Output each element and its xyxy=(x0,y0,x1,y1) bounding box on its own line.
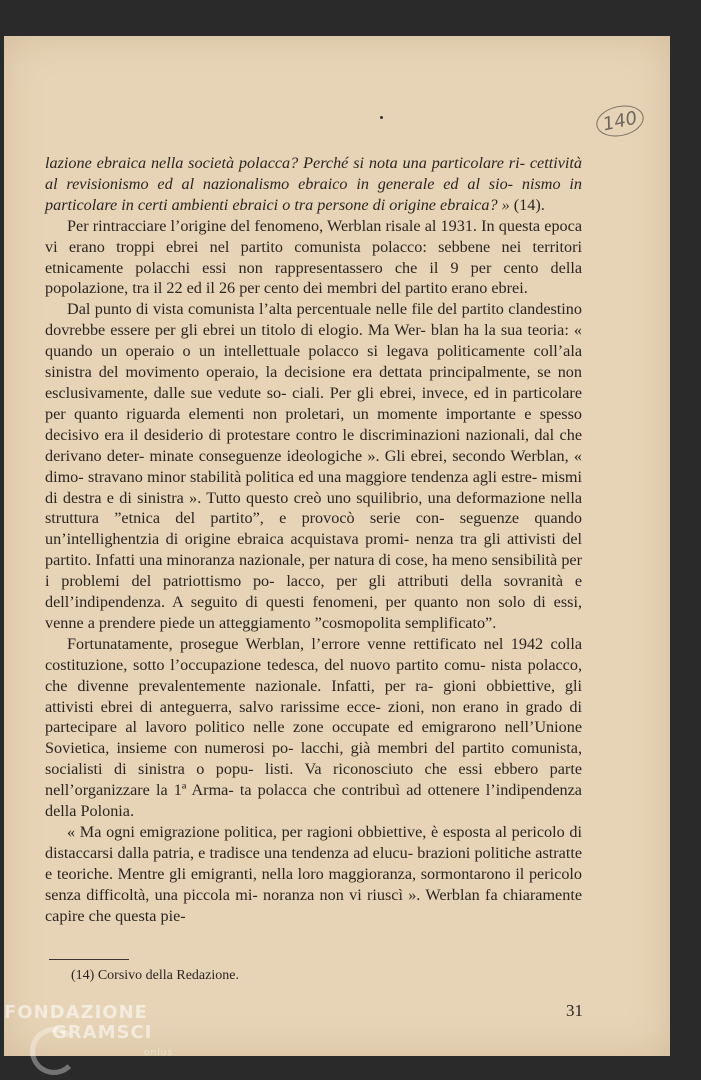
text-line: lacchi, già membri del partito comunista, socialisti di sinistra o popu- xyxy=(45,739,583,779)
text-line: occupate ed emigrarono nell’Unione Sovietica, insieme con numerosi po- xyxy=(45,718,582,758)
text-line: lazione ebraica nella società polacca? Perché si nota una particolare ri- xyxy=(45,154,525,172)
text-line: « Ma ogni emigrazione politica, per ragioni obbiettive, è esposta xyxy=(67,823,491,841)
paragraph xyxy=(45,153,582,216)
text-line: ciali. Per gli ebrei, invece, ed in particolare per quanto riguarda elementi xyxy=(45,383,583,423)
paragraph xyxy=(45,299,582,634)
text-line: Per rintracciare l’origine del fenomeno, Werblan risale al 1931. xyxy=(67,216,477,235)
ink-dot xyxy=(380,116,383,119)
text-line: cettività al revisionismo ed al nazionalismo ebraico in generale ed al sio- xyxy=(45,154,582,193)
text-line: sebbene nei territori etnicamente polacchi essi non rappresentassero che xyxy=(45,237,582,277)
text-line: non proletari, un momente importante e spesso decisivo era il desiderio xyxy=(45,404,582,444)
text-line: maggioranza, sormontarono il pericolo senza difficoltà, una piccola mi- xyxy=(45,864,583,904)
text-line: clandestino dovrebbe essere per gli ebrei un titolo di elogio. Ma Wer- xyxy=(45,300,582,340)
document-page xyxy=(4,36,670,1056)
text-line: In questa epoca vi erano troppi ebrei nel partito comunista polacco: xyxy=(45,216,583,256)
footnote-divider xyxy=(49,959,129,960)
archive-number-mark: 140 xyxy=(593,101,646,140)
text-line: di questi fenomeni, per quanto non solo di essi, venne a prendere piede xyxy=(45,593,582,632)
text-line: ebraica? » (14). xyxy=(440,195,545,214)
text-line: deformazione nella struttura ”etnica del partito”, e provocò serie con- xyxy=(45,488,583,528)
text-line: colla costituzione, sotto l’occupazione tedesca, del nuovo partito comu- xyxy=(45,634,583,674)
text-line: natura di cose, ha meno sensibilità per i problemi del patriottismo po- xyxy=(45,551,582,591)
text-line: gioni obbiettive, gli attivisti ebrei di anteguerra, salvo rarissime ecce- xyxy=(45,676,582,716)
page-number: 31 xyxy=(566,1001,583,1020)
text-line: un atteggiamento ”cosmopolita semplificato”. xyxy=(198,613,497,632)
text-line: brazioni politiche astratte e teoriche. Mentre gli emigranti, nella loro xyxy=(45,843,582,883)
watermark-line-2: GRAMSCI xyxy=(52,1022,153,1043)
text-line: legava politicamente coll’ala sinistra del movimento operaio, la decisione xyxy=(45,342,583,382)
text-line: minate conseguenze ideologiche ». Gli ebrei, secondo Werblan, « dimo- xyxy=(45,446,582,486)
text-line: il 9 per cento della popolazione, tra il 22 ed il 26 per cento dei membri xyxy=(45,258,583,298)
paragraph xyxy=(45,634,582,822)
text-line: mismi di destra e di sinistra ». Tutto questo creò uno squilibrio, una xyxy=(45,467,583,507)
text-line: del partito erano ebrei. xyxy=(381,279,528,298)
text-line: ta polacca che contribuì ad ottenere l’indipendenza della Polonia. xyxy=(45,781,582,821)
watermark-line-1: FONDAZIONE xyxy=(4,1002,148,1023)
text-line: Fortunatamente, prosegue Werblan, l’errore venne rettificato nel 1942 xyxy=(67,634,544,653)
paragraph xyxy=(45,216,582,300)
footnote: (14) Corsivo della Redazione. xyxy=(71,968,239,983)
watermark-line-3: onlus xyxy=(144,1048,174,1058)
text-line: stravano minor stabilità politica ed una maggiore tendenza agli estre- xyxy=(87,467,538,486)
text-line: seguenze quando un’intellighentzia di origine ebraica acquistava promi- xyxy=(45,509,582,549)
text-line: listi. Va riconosciuto che essi ebbero parte nell’organizzare la 1ª Arma- xyxy=(45,760,582,800)
paragraph xyxy=(45,822,582,927)
footnote-reference: (14). xyxy=(513,195,545,214)
body-text xyxy=(45,153,582,927)
text-line: Dal punto di vista comunista l’alta percentuale nelle file del partito xyxy=(67,300,504,319)
text-line: noranza non vi riuscì ». Werblan fa chiaramente capire che questa pie- xyxy=(45,885,582,925)
text-line: nista polacco, che divenne prevalentemente nazionale. Infatti, per ra- xyxy=(45,655,583,695)
text-line: lacco, per gli attributi della sovranità e dell’indipendenza. A seguito xyxy=(45,572,583,612)
text-line: al pericolo di distaccarsi dalla patria, e tradisce una tendenza ad elucu- xyxy=(45,823,583,862)
watermark xyxy=(4,1003,173,1063)
text-line: di protestare contro le discriminazioni nazionali, dal che derivano deter- xyxy=(45,425,582,465)
text-line: blan ha la sua teoria: « quando un operaio o un intellettuale polacco si xyxy=(45,321,582,361)
text-line: era dettata principalmente, se non esclusivamente, dalle sue vedute so- xyxy=(45,363,582,402)
text-line: zioni, non erano in grado di partecipare al lavoro politico nelle zone xyxy=(45,697,583,737)
text-line: nismo in particolare in certi ambienti ebraici o tra persone di origine xyxy=(45,174,583,214)
text-line: nenza tra gli attivisti del partito. Infatti una minoranza nazionale, per xyxy=(45,530,583,570)
